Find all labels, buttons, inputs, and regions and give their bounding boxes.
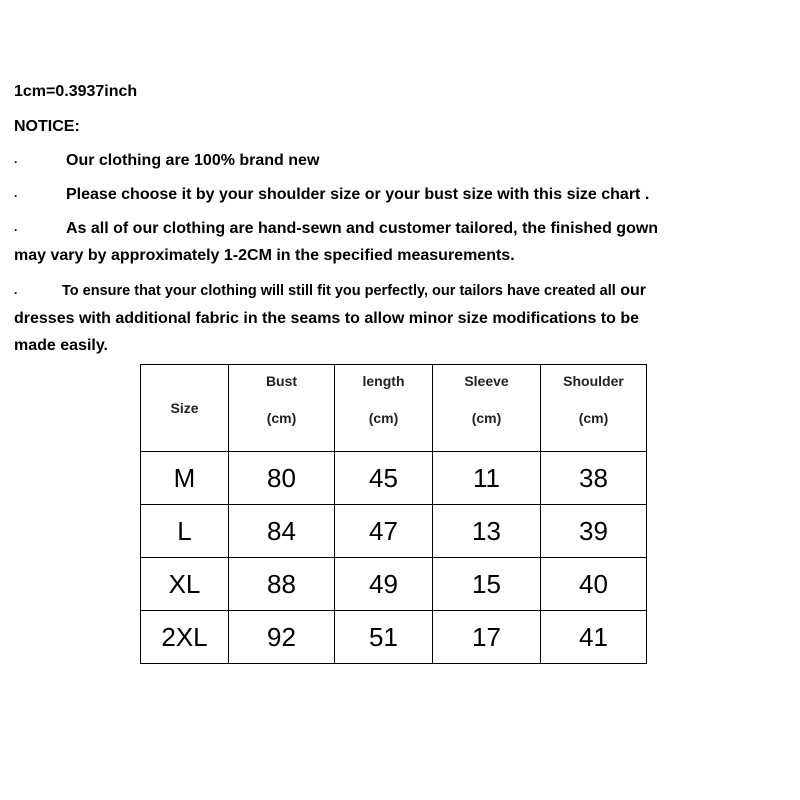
shoulder-cell: 38	[541, 452, 647, 505]
size-chart-table	[140, 364, 647, 664]
size-cell: XL	[141, 558, 229, 611]
bullet-icon: ·	[14, 223, 18, 237]
table-row	[141, 505, 647, 558]
column-label: Shoulder	[563, 373, 624, 389]
sleeve-column-header	[433, 365, 541, 452]
notice-item-2: Please choose it by your shoulder size or your bust size with this size chart .	[66, 186, 650, 203]
column-label: Bust	[265, 373, 298, 389]
size-cell: 2XL	[141, 611, 229, 664]
table-row	[141, 452, 647, 505]
bullet-icon: ·	[14, 286, 18, 300]
bust-cell: 92	[229, 611, 335, 664]
sleeve-cell: 15	[433, 558, 541, 611]
column-unit: (cm)	[578, 410, 609, 426]
size-cell: M	[141, 452, 229, 505]
notice-item-4-big-text: our	[620, 282, 647, 299]
bust-column-header	[229, 365, 335, 452]
notice-item-4-small-text: To ensure that your clothing will still fit you perfectly, our tailors have created all	[62, 283, 616, 299]
notice-item-4-line-3: made easily.	[14, 337, 108, 354]
notice-title: NOTICE:	[14, 118, 80, 135]
sleeve-cell: 17	[433, 611, 541, 664]
sleeve-cell: 11	[433, 452, 541, 505]
shoulder-cell: 39	[541, 505, 647, 558]
shoulder-cell: 40	[541, 558, 647, 611]
table-row	[141, 611, 647, 664]
sleeve-cell: 13	[433, 505, 541, 558]
bullet-icon: ·	[14, 189, 18, 203]
table-row	[141, 558, 647, 611]
table-header-row	[141, 365, 647, 452]
length-cell: 51	[335, 611, 433, 664]
notice-item-1: Our clothing are 100% brand new	[66, 152, 320, 169]
bust-cell: 88	[229, 558, 335, 611]
shoulder-column-header	[541, 365, 647, 452]
notice-item-4-line-2: dresses with additional fabric in the seams to allow minor size modifications to be	[14, 310, 640, 327]
length-column-header	[335, 365, 433, 452]
conversion-note: 1cm=0.3937inch	[14, 83, 138, 100]
column-label: Sleeve	[464, 373, 509, 389]
size-cell: L	[141, 505, 229, 558]
column-unit: (cm)	[368, 410, 399, 426]
length-cell: 49	[335, 558, 433, 611]
shoulder-cell: 41	[541, 611, 647, 664]
notice-item-4-line-1	[62, 282, 646, 300]
length-cell: 47	[335, 505, 433, 558]
bullet-icon: ·	[14, 155, 18, 169]
size-column-header: Size	[141, 365, 229, 452]
column-label: length	[362, 373, 405, 389]
bust-cell: 84	[229, 505, 335, 558]
notice-item-3-line-2: may vary by approximately 1-2CM in the specified measurements.	[14, 247, 515, 264]
column-unit: (cm)	[471, 410, 502, 426]
column-unit: (cm)	[266, 410, 297, 426]
length-cell: 45	[335, 452, 433, 505]
bust-cell: 80	[229, 452, 335, 505]
notice-item-3-line-1: As all of our clothing are hand-sewn and customer tailored, the finished gown	[66, 220, 659, 237]
